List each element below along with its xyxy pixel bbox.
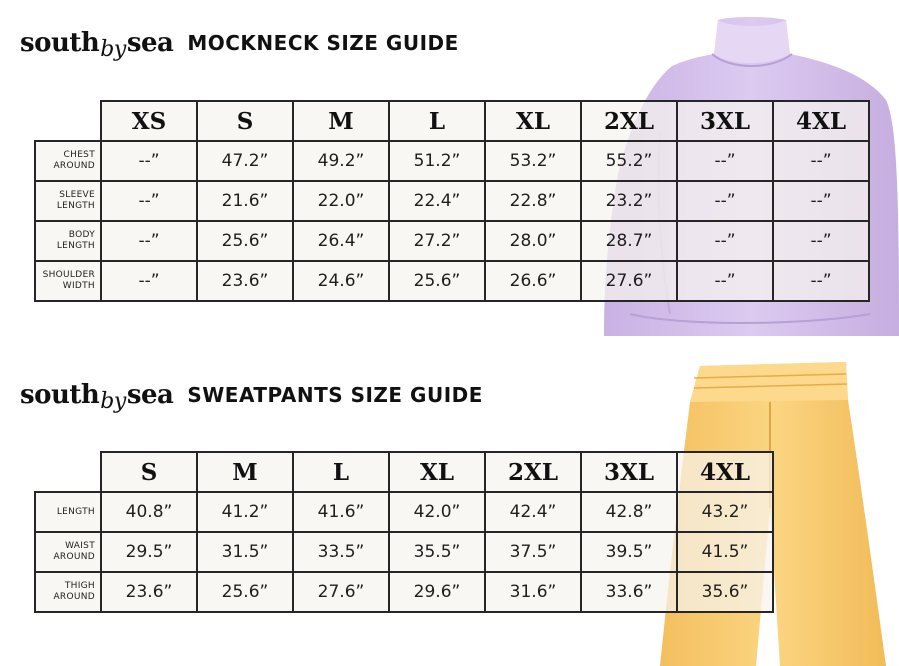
size-header: S [197, 101, 293, 141]
value-cell: 53.2” [485, 141, 581, 181]
value-cell: 26.4” [293, 221, 389, 261]
value-cell: 23.6” [101, 572, 197, 612]
corner-cell [35, 452, 101, 492]
table-row [35, 141, 869, 181]
value-cell: 31.5” [197, 532, 293, 572]
mockneck-size-table [34, 100, 870, 302]
size-header: S [101, 452, 197, 492]
size-header: 2XL [485, 452, 581, 492]
value-cell: 22.0” [293, 181, 389, 221]
row-label: BODY LENGTH [35, 221, 101, 261]
row-label: WAIST AROUND [35, 532, 101, 572]
row-label: THIGH AROUND [35, 572, 101, 612]
size-header-row [35, 452, 773, 492]
value-cell: 33.5” [293, 532, 389, 572]
value-cell: 42.8” [581, 492, 677, 532]
value-cell: 51.2” [389, 141, 485, 181]
table-row [35, 181, 869, 221]
sweatpants-header [20, 380, 483, 414]
value-cell: 43.2” [677, 492, 773, 532]
value-cell: --” [773, 221, 869, 261]
value-cell: 42.0” [389, 492, 485, 532]
value-cell: 23.2” [581, 181, 677, 221]
value-cell: --” [101, 221, 197, 261]
value-cell: 21.6” [197, 181, 293, 221]
size-header: XS [101, 101, 197, 141]
value-cell: 35.6” [677, 572, 773, 612]
table-row [35, 532, 773, 572]
mockneck-guide-title: MOCKNECK SIZE GUIDE [187, 31, 459, 55]
value-cell: 49.2” [293, 141, 389, 181]
value-cell: 27.6” [581, 261, 677, 301]
value-cell: 55.2” [581, 141, 677, 181]
value-cell: 28.0” [485, 221, 581, 261]
value-cell: 27.6” [293, 572, 389, 612]
row-label: LENGTH [35, 492, 101, 532]
table-row [35, 221, 869, 261]
brand-part-south: south [20, 380, 100, 410]
size-header: XL [389, 452, 485, 492]
sweatpants-size-table [34, 451, 774, 613]
value-cell: --” [101, 141, 197, 181]
value-cell: 31.6” [485, 572, 581, 612]
size-header: L [389, 101, 485, 141]
value-cell: --” [773, 261, 869, 301]
corner-cell [35, 101, 101, 141]
value-cell: 29.6” [389, 572, 485, 612]
size-header: 2XL [581, 101, 677, 141]
size-header: XL [485, 101, 581, 141]
table-row [35, 572, 773, 612]
size-header: M [293, 101, 389, 141]
row-label: SHOULDER WIDTH [35, 261, 101, 301]
value-cell: 41.5” [677, 532, 773, 572]
value-cell: 27.2” [389, 221, 485, 261]
value-cell: 39.5” [581, 532, 677, 572]
value-cell: --” [773, 181, 869, 221]
brand-part-by: by [100, 37, 126, 62]
value-cell: 37.5” [485, 532, 581, 572]
value-cell: 25.6” [389, 261, 485, 301]
value-cell: --” [101, 261, 197, 301]
size-header: 3XL [581, 452, 677, 492]
value-cell: --” [677, 221, 773, 261]
value-cell: 29.5” [101, 532, 197, 572]
value-cell: 33.6” [581, 572, 677, 612]
brand-part-sea: sea [126, 28, 174, 58]
value-cell: 26.6” [485, 261, 581, 301]
value-cell: 41.2” [197, 492, 293, 532]
value-cell: 28.7” [581, 221, 677, 261]
size-header-row [35, 101, 869, 141]
size-header: L [293, 452, 389, 492]
size-header: M [197, 452, 293, 492]
mockneck-header [20, 28, 459, 62]
value-cell: 42.4” [485, 492, 581, 532]
brand-logo [20, 28, 174, 62]
value-cell: 22.8” [485, 181, 581, 221]
value-cell: 22.4” [389, 181, 485, 221]
value-cell: 25.6” [197, 221, 293, 261]
brand-part-by: by [100, 389, 126, 414]
brand-part-south: south [20, 28, 100, 58]
value-cell: 35.5” [389, 532, 485, 572]
size-header: 4XL [677, 452, 773, 492]
value-cell: 40.8” [101, 492, 197, 532]
row-label: SLEEVE LENGTH [35, 181, 101, 221]
value-cell: --” [677, 261, 773, 301]
size-header: 4XL [773, 101, 869, 141]
value-cell: --” [101, 181, 197, 221]
table-row [35, 492, 773, 532]
sweatpants-guide-title: SWEATPANTS SIZE GUIDE [187, 383, 483, 407]
value-cell: 24.6” [293, 261, 389, 301]
brand-part-sea: sea [126, 380, 174, 410]
value-cell: --” [677, 181, 773, 221]
value-cell: --” [677, 141, 773, 181]
value-cell: 41.6” [293, 492, 389, 532]
brand-logo [20, 380, 174, 414]
value-cell: 47.2” [197, 141, 293, 181]
value-cell: 25.6” [197, 572, 293, 612]
table-row [35, 261, 869, 301]
value-cell: 23.6” [197, 261, 293, 301]
size-header: 3XL [677, 101, 773, 141]
row-label: CHEST AROUND [35, 141, 101, 181]
value-cell: --” [773, 141, 869, 181]
